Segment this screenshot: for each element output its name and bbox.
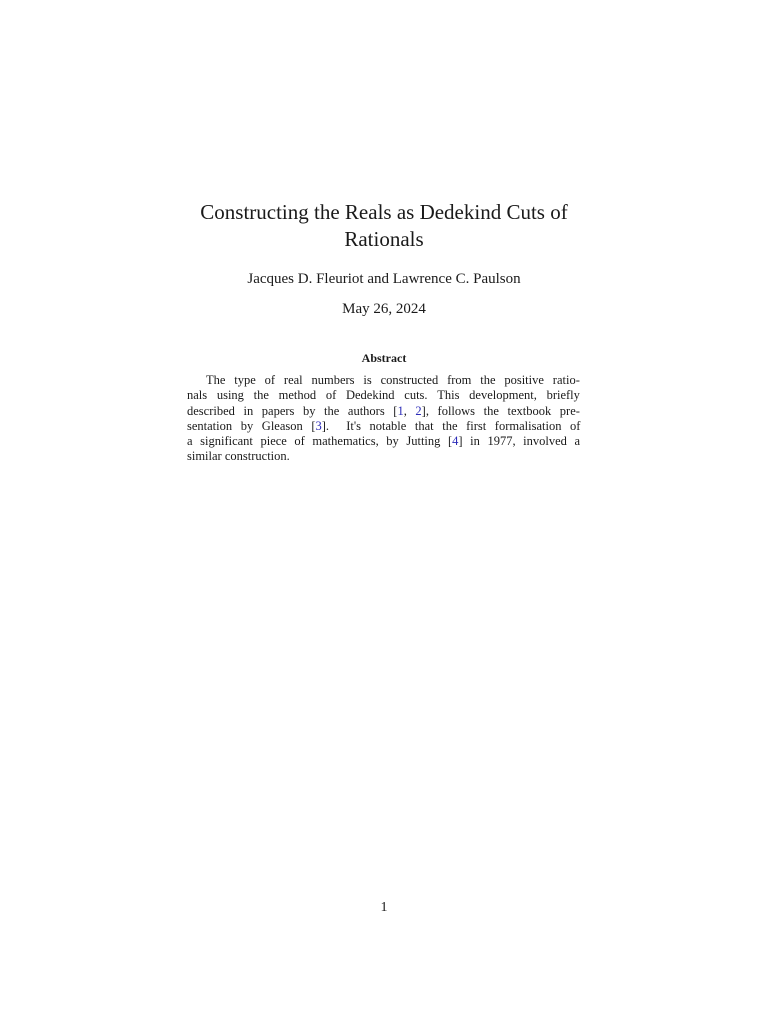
page-number: 1 [380, 900, 388, 915]
abstract-line-6: similar construction. [187, 449, 290, 464]
paper-authors: Jacques D. Fleuriot and Lawrence C. Paulson [247, 271, 521, 287]
abstract-word: numbers [311, 373, 355, 387]
abstract-line-5 [187, 434, 580, 449]
abstract-line-3-pre: described in papers by the authors [ [187, 403, 398, 418]
abstract-line-2 [187, 388, 580, 403]
abstract-word: The [206, 373, 226, 387]
abstract-word: positive [504, 373, 544, 387]
abstract-word: ratio- [552, 373, 580, 387]
abstract-word: This [437, 388, 460, 403]
abstract-body [187, 373, 580, 465]
abstract-line-4 [187, 419, 580, 434]
abstract-word: of [264, 373, 276, 387]
abstract-word: real [283, 373, 303, 387]
title-line-1: Constructing the Reals as Dedekind Cuts of [200, 200, 568, 224]
citation-separator: , [403, 403, 416, 418]
abstract-word: the [253, 388, 269, 403]
abstract-heading: Abstract [361, 351, 407, 365]
abstract-word: development, [469, 388, 537, 403]
citation-2-link[interactable]: 2 [415, 403, 422, 418]
abstract-word: cuts. [404, 388, 428, 403]
paper-date: May 26, 2024 [342, 301, 426, 317]
abstract-word: is [363, 373, 372, 387]
abstract-word: of [325, 388, 337, 403]
citation-4-link[interactable]: 4 [452, 434, 459, 449]
abstract-word: Dedekind [345, 388, 395, 403]
abstract-line-4-pre: sentation by Gleason [ [187, 418, 316, 433]
abstract-line-1 [187, 373, 580, 388]
abstract-word: briefly [546, 388, 580, 403]
abstract-word: constructed [380, 373, 439, 387]
abstract-word: using [216, 388, 244, 403]
abstract-line-3-post: ], follows the textbook pre- [421, 403, 580, 418]
abstract-word: method [278, 388, 317, 403]
abstract-line-4-post: ]. It's notable that the first formalisation of [321, 418, 581, 433]
citation-1-link[interactable]: 1 [397, 403, 404, 418]
abstract-line-5-pre: a significant piece of mathematics, by Jutting [ [187, 434, 453, 449]
abstract-word: nals [187, 388, 208, 403]
citation-3-link[interactable]: 3 [315, 418, 322, 433]
title-line-2: Rationals [344, 227, 424, 251]
paper-title [160, 199, 608, 253]
abstract-line-5-post: ] in 1977, involved a [458, 434, 581, 449]
abstract-line-3 [187, 404, 580, 419]
abstract-word: type [234, 373, 256, 387]
abstract-word: from [447, 373, 472, 387]
abstract-word: the [480, 373, 496, 387]
